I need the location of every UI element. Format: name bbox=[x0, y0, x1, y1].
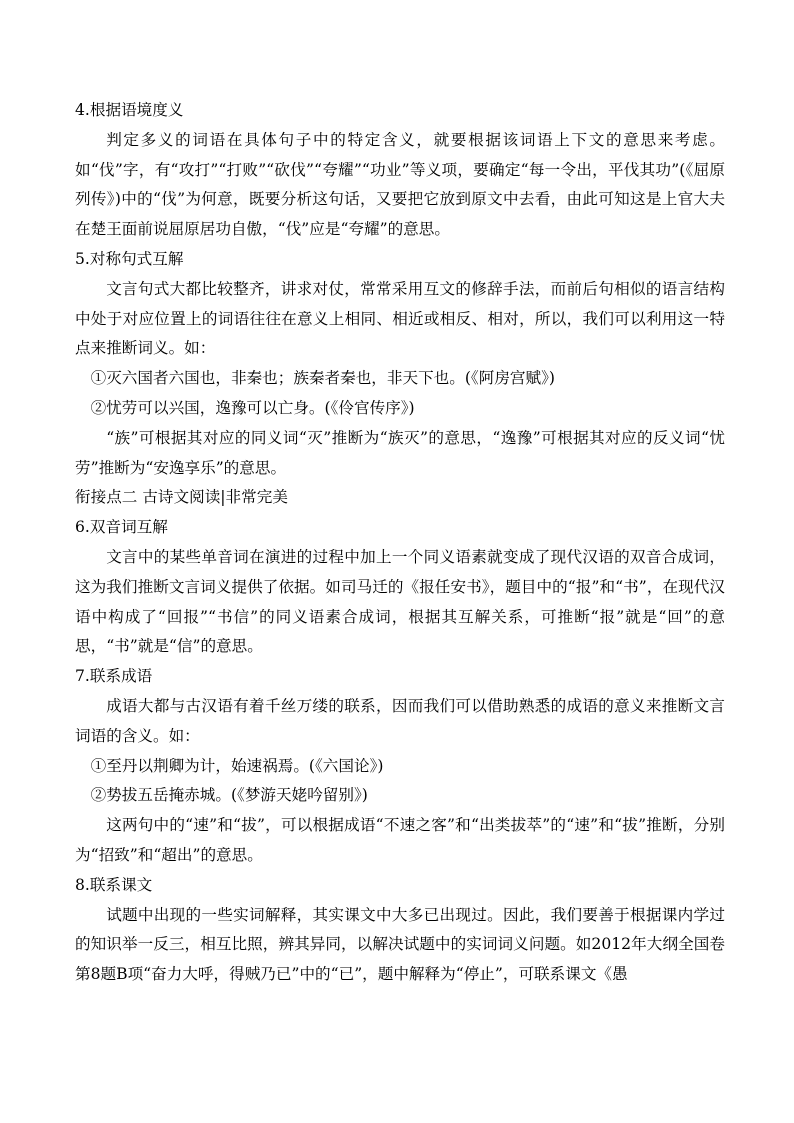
paragraph: 文言句式大都比较整齐，讲求对仗，常常采用互文的修辞手法，而前后句相似的语言结构中处于对应位置上的词语往往在意义上相同、相近或相反、相对，所以，我们可以利用这一特点来推断词义。如： bbox=[75, 279, 725, 358]
example-line: ①灭六国者六国也，非秦也；族秦者秦也，非天下也。(《阿房宫赋》) bbox=[90, 369, 555, 388]
section-heading-5: 5.对称句式互解 bbox=[75, 249, 184, 268]
example-line: ②势拔五岳掩赤城。(《梦游天姥吟留别》) bbox=[90, 786, 368, 805]
example-line: ②忧劳可以兴国，逸豫可以亡身。(《伶官传序》) bbox=[90, 398, 415, 417]
paragraph: “族”可根据其对应的同义词“灭”推断为“族灭”的意思，“逸豫”可根据其对应的反义词“忧劳”推断为“安逸享乐”的意思。 bbox=[75, 428, 725, 477]
document-body bbox=[75, 96, 725, 990]
section-heading-6: 6.双音词互解 bbox=[75, 518, 168, 537]
paragraph: 判定多义的词语在具体句子中的特定含义，就要根据该词语上下文的意思来考虑。如“伐”字，有“攻打”“打败”“砍伐”“夸耀”“功业”等义项，要确定“每一令出，平伐其功”(《屈原列传》)中的“伐”为何意，既要分析这句话，又要把它放到原文中去看，由此可知这是上官大夫在楚王面前说屈原居功自傲，“伐”应是“夸耀”的意思。 bbox=[75, 130, 725, 239]
section-heading-8: 8.联系课文 bbox=[75, 875, 153, 894]
example-line: ①至丹以荆卿为计，始速祸焉。(《六国论》) bbox=[90, 756, 384, 775]
paragraph: 这两句中的“速”和“拔”，可以根据成语“不速之客”和“出类拔萃”的“速”和“拔”推断，分别为“招致”和“超出”的意思。 bbox=[75, 816, 725, 864]
paragraph: 试题中出现的一些实词解释，其实课文中大多已出现过。因此，我们要善于根据课内学过的知识举一反三，相互比照，辨其异同，以解决试题中的实词词义问题。如2012年大纲全国卷第8题B项“奋力大呼，得贼乃已”中的“已”，题中解释为“停止”，可联系课文《愚 bbox=[75, 905, 725, 984]
section-heading-7: 7.联系成语 bbox=[75, 667, 153, 686]
paragraph: 成语大都与古汉语有着千丝万缕的联系，因而我们可以借助熟悉的成语的意义来推断文言词语的含义。如： bbox=[75, 696, 725, 745]
section-heading-4: 4.根据语境度义 bbox=[75, 101, 184, 119]
section-heading-part-2: 衔接点二 古诗文阅读|非常完美 bbox=[75, 488, 288, 507]
paragraph: 文言中的某些单音词在演进的过程中加上一个同义语素就变成了现代汉语的双音合成词，这为我们推断文言词义提供了依据。如司马迁的《报任安书》，题目中的“报”和“书”，在现代汉语中构成了“回报”“书信”的同义语素合成词，根据其互解关系，可推断“报”就是“回”的意思，“书”就是“信”的意思。 bbox=[75, 547, 725, 656]
